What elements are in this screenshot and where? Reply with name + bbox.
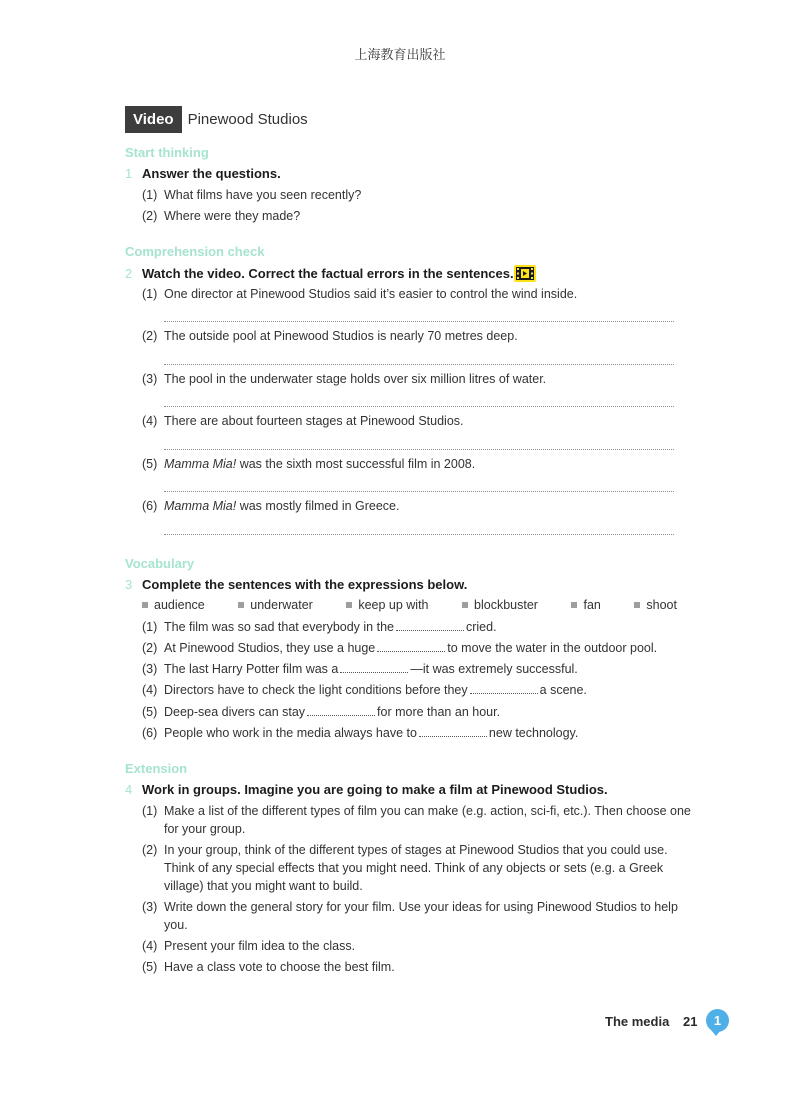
answer-line[interactable] <box>164 406 674 407</box>
list-item <box>142 898 692 934</box>
answer-line[interactable] <box>164 491 674 492</box>
page-title <box>125 106 308 133</box>
list-item <box>142 285 692 303</box>
item-text: Have a class vote to choose the best film. <box>164 960 395 974</box>
item-text: —it was extremely successful. <box>410 662 578 676</box>
item-text: The pool in the underwater stage holds over six million litres of water. <box>164 372 547 386</box>
list-item <box>142 618 692 636</box>
footer-unit-name: The media <box>605 1014 670 1029</box>
vocab-word: blockbuster <box>462 598 538 612</box>
question-number: 4 <box>125 782 133 797</box>
item-number: (1) <box>142 620 158 634</box>
list-item <box>142 455 692 473</box>
vocab-word: shoot <box>634 598 677 612</box>
list-item <box>142 639 692 657</box>
answer-line[interactable] <box>164 534 674 535</box>
item-text: Where were they made? <box>164 209 301 223</box>
list-item <box>142 660 692 678</box>
item-text: Present your film idea to the class. <box>164 939 356 953</box>
item-text: for more than an hour. <box>377 705 501 719</box>
vocab-word: underwater <box>238 598 313 612</box>
film-title: Mamma Mia! <box>164 457 237 471</box>
publisher-name: 上海教育出版社 <box>354 48 446 63</box>
fill-blank[interactable] <box>340 660 408 673</box>
film-title: Mamma Mia! <box>164 499 237 513</box>
item-text: new technology. <box>488 726 579 740</box>
bullet-square-icon <box>462 602 468 608</box>
bullet-square-icon <box>634 602 640 608</box>
question-number: 2 <box>125 266 133 281</box>
video-film-icon[interactable] <box>514 265 536 282</box>
item-number: (4) <box>142 683 158 697</box>
vocab-word: fan <box>571 598 600 612</box>
item-text: At Pinewood Studios, they use a huge <box>164 641 376 655</box>
item-number: (5) <box>142 457 158 471</box>
item-text: was mostly filmed in Greece. <box>236 499 400 513</box>
item-text: What films have you seen recently? <box>164 188 362 202</box>
list-item <box>142 958 692 976</box>
question-instruction: Watch the video. Correct the factual errors in the sentences. <box>142 266 514 281</box>
item-text: to move the water in the outdoor pool. <box>447 641 658 655</box>
item-number: (5) <box>142 960 158 974</box>
item-number: (6) <box>142 499 158 513</box>
fill-blank[interactable] <box>307 703 375 716</box>
item-text: The last Harry Potter film was a <box>164 662 339 676</box>
item-number: (2) <box>142 641 158 655</box>
answer-line[interactable] <box>164 449 674 450</box>
item-text: cried. <box>465 620 497 634</box>
bullet-square-icon <box>571 602 577 608</box>
item-text: Write down the general story for your film. Use your ideas for using Pinewood Studios to help you. <box>164 900 678 932</box>
list-item <box>142 703 692 721</box>
item-text: The film was so sad that everybody in the <box>164 620 394 634</box>
item-number: (3) <box>142 372 158 386</box>
question-number: 3 <box>125 577 133 592</box>
item-number: (3) <box>142 900 158 914</box>
section-extension: Extension <box>125 761 188 776</box>
item-text: The outside pool at Pinewood Studios is nearly 70 metres deep. <box>164 329 518 343</box>
item-number: (2) <box>142 209 158 223</box>
item-text: was the sixth most successful film in 2008. <box>236 457 476 471</box>
vocab-word: keep up with <box>346 598 428 612</box>
section-comprehension: Comprehension check <box>125 244 265 259</box>
list-item <box>142 186 692 204</box>
item-number: (3) <box>142 662 158 676</box>
item-number: (4) <box>142 939 158 953</box>
item-number: (2) <box>142 843 158 857</box>
list-item <box>142 370 692 388</box>
list-item <box>142 802 692 838</box>
list-item <box>142 497 692 515</box>
item-number: (2) <box>142 329 158 343</box>
vocab-word: audience <box>142 598 205 612</box>
fill-blank[interactable] <box>419 724 487 737</box>
item-text: In your group, think of the different types of stages at Pinewood Studios that you could use. Think of any special effects that you might need. Think of any objects or sets (e.g. a Greek village) that you might want to build. <box>164 843 668 893</box>
item-number: (5) <box>142 705 158 719</box>
vocabulary-word-box <box>142 598 677 612</box>
item-text: There are about fourteen stages at Pinewood Studios. <box>164 414 464 428</box>
fill-blank[interactable] <box>470 681 538 694</box>
item-text: Deep-sea divers can stay <box>164 705 306 719</box>
item-text: a scene. <box>539 683 587 697</box>
item-text: Directors have to check the light conditions before they <box>164 683 468 697</box>
list-item <box>142 841 692 895</box>
fill-blank[interactable] <box>377 639 445 652</box>
item-number: (1) <box>142 287 158 301</box>
section-start-thinking: Start thinking <box>125 145 209 160</box>
unit-badge: 1 <box>706 1009 729 1032</box>
video-tag: Video <box>125 106 182 133</box>
list-item <box>142 937 692 955</box>
item-text: One director at Pinewood Studios said it’s easier to control the wind inside. <box>164 287 578 301</box>
question-number: 1 <box>125 166 133 181</box>
section-vocabulary: Vocabulary <box>125 556 195 571</box>
list-item <box>142 207 692 225</box>
list-item <box>142 724 692 742</box>
item-number: (1) <box>142 188 158 202</box>
bullet-square-icon <box>346 602 352 608</box>
bullet-square-icon <box>238 602 244 608</box>
item-number: (1) <box>142 804 158 818</box>
item-text: Make a list of the different types of film you can make (e.g. action, sci-fi, etc.). Then choose one for your group. <box>164 804 691 836</box>
bullet-square-icon <box>142 602 148 608</box>
list-item <box>142 327 692 345</box>
item-number: (6) <box>142 726 158 740</box>
list-item <box>142 412 692 430</box>
item-text: People who work in the media always have to <box>164 726 417 740</box>
answer-line[interactable] <box>164 364 674 365</box>
item-number: (4) <box>142 414 158 428</box>
list-item <box>142 681 692 699</box>
answer-line[interactable] <box>164 321 674 322</box>
page-number: 21 <box>683 1014 698 1029</box>
question-instruction: Answer the questions. <box>142 166 281 181</box>
title-text: Pinewood Studios <box>187 111 308 128</box>
fill-blank[interactable] <box>396 618 464 631</box>
question-instruction: Work in groups. Imagine you are going to make a film at Pinewood Studios. <box>142 782 608 797</box>
question-instruction: Complete the sentences with the expressions below. <box>142 577 468 592</box>
